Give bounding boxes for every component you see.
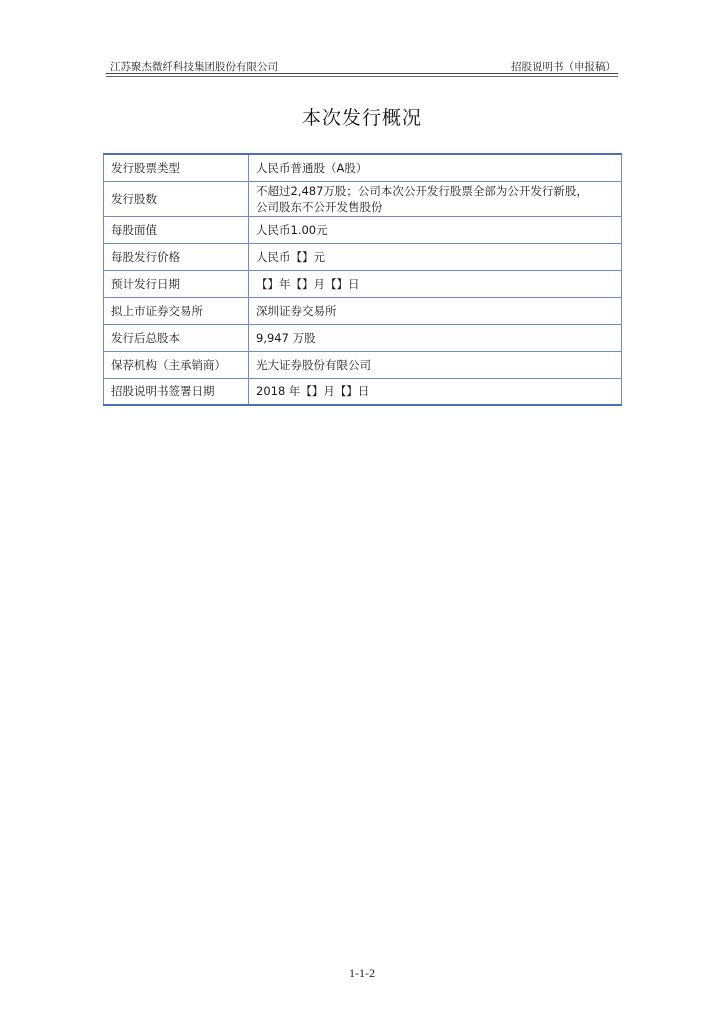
row-label: 拟上市证券交易所 (104, 297, 249, 324)
table-row (104, 181, 622, 216)
header-document-type: 招股说明书（申报稿） (511, 61, 616, 73)
row-label: 保荐机构（主承销商） (104, 351, 249, 378)
row-value: 深圳证券交易所 (249, 297, 622, 324)
row-value (249, 181, 622, 216)
header-rule-thin (106, 76, 618, 77)
offering-overview-table (103, 153, 622, 406)
table-row (104, 378, 622, 405)
header-rule (106, 73, 618, 74)
row-label: 招股说明书签署日期 (104, 378, 249, 405)
header-company-name: 江苏聚杰微纤科技集团股份有限公司 (110, 61, 278, 73)
row-value: 光大证券股份有限公司 (249, 351, 622, 378)
table-row (104, 154, 622, 181)
page-header (106, 57, 618, 73)
row-label: 发行股票类型 (104, 154, 249, 181)
row-value: 人民币1.00元 (249, 216, 622, 243)
page-title: 本次发行概况 (301, 107, 422, 129)
table-row (104, 324, 622, 351)
row-value: 9,947 万股 (249, 324, 622, 351)
table-row (104, 243, 622, 270)
row-label: 每股发行价格 (104, 243, 249, 270)
row-value: 2018 年【】月【】日 (249, 378, 622, 405)
row-value: 人民币【】元 (249, 243, 622, 270)
row-value-line: 不超过2,487万股；公司本次公开发行股票全部为公开发行新股， (256, 183, 588, 198)
row-label: 发行后总股本 (104, 324, 249, 351)
table-row (104, 270, 622, 297)
table-row (104, 351, 622, 378)
row-value: 【】年【】月【】日 (249, 270, 622, 297)
row-value-line: 公司股东不公开发售股份 (256, 199, 383, 214)
table-row (104, 216, 622, 243)
row-label: 每股面值 (104, 216, 249, 243)
row-label: 发行股数 (104, 181, 249, 216)
table-row (104, 297, 622, 324)
page-number: 1-1-2 (349, 966, 375, 980)
row-value: 人民币普通股（A股） (249, 154, 622, 181)
row-label: 预计发行日期 (104, 270, 249, 297)
